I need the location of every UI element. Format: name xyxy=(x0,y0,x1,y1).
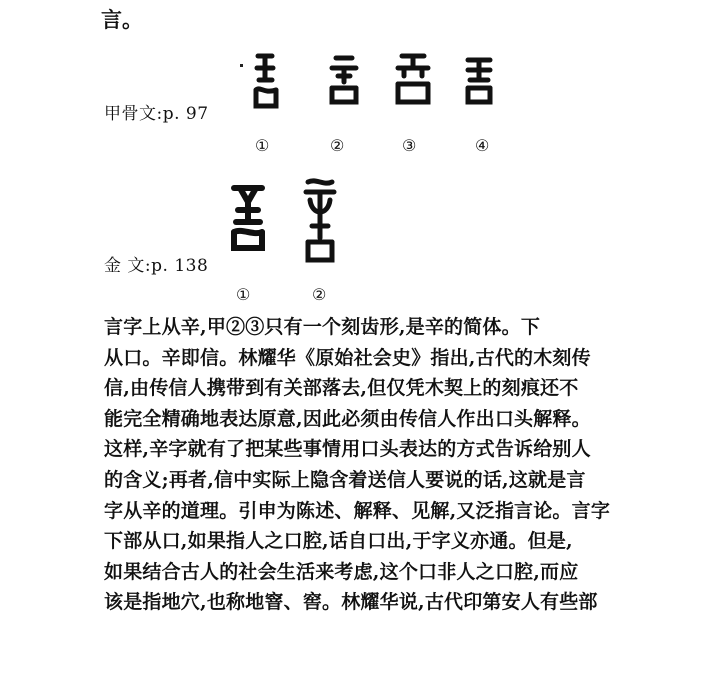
bronze-number-2: ② xyxy=(312,285,327,304)
preceding-text-fragment: 言。 xyxy=(101,7,143,32)
oracle-number-2: ② xyxy=(330,136,345,155)
bronze-number-1: ① xyxy=(236,285,251,304)
ink-speck xyxy=(240,64,243,67)
paragraph-line: 言字上从辛,甲②③只有一个刻齿形,是辛的简体。下 xyxy=(104,316,541,338)
paragraph-line: 这样,辛字就有了把某些事情用口头表达的方式告诉给别人 xyxy=(104,438,591,461)
oracle-glyph-1 xyxy=(250,50,282,112)
oracle-glyph-4 xyxy=(462,54,496,108)
body-paragraph xyxy=(104,312,624,618)
paragraph-line: 该是指地穴,也称地窨、窖。林耀华说,古代印第安人有些部 xyxy=(104,591,598,614)
paragraph-line: 如果结合古人的社会生活来考虑,这个口非人之口腔,而应 xyxy=(104,560,579,583)
paragraph-line: 信,由传信人携带到有关部落去,但仅凭木契上的刻痕还不 xyxy=(104,377,579,400)
paragraph-line: 下部从口,如果指人之口腔,话自口出,于字义亦通。但是, xyxy=(104,530,573,553)
oracle-bone-label: 甲骨文:p. 97 xyxy=(104,104,209,124)
bronze-inscription-label: 金 文:p. 138 xyxy=(104,256,209,276)
oracle-glyph-2 xyxy=(326,52,362,108)
paragraph-line: 的含义;再者,信中实际上隐含着送信人要说的话,这就是言 xyxy=(104,468,586,491)
paragraph-line: 能完全精确地表达原意,因此必须由传信人作出口头解释。 xyxy=(104,407,591,430)
oracle-number-3: ③ xyxy=(402,136,417,155)
paragraph-line: 从口。辛即信。林耀华《原始社会史》指出,古代的木刻传 xyxy=(104,346,591,369)
oracle-number-4: ④ xyxy=(475,136,490,155)
oracle-glyph-3 xyxy=(394,50,432,108)
bronze-glyph-2 xyxy=(298,176,342,266)
paragraph-line: 字从辛的道理。引申为陈述、解释、见解,又泛指言论。言字 xyxy=(104,499,611,522)
bronze-glyph-1 xyxy=(228,180,268,254)
oracle-number-1: ① xyxy=(255,136,270,155)
